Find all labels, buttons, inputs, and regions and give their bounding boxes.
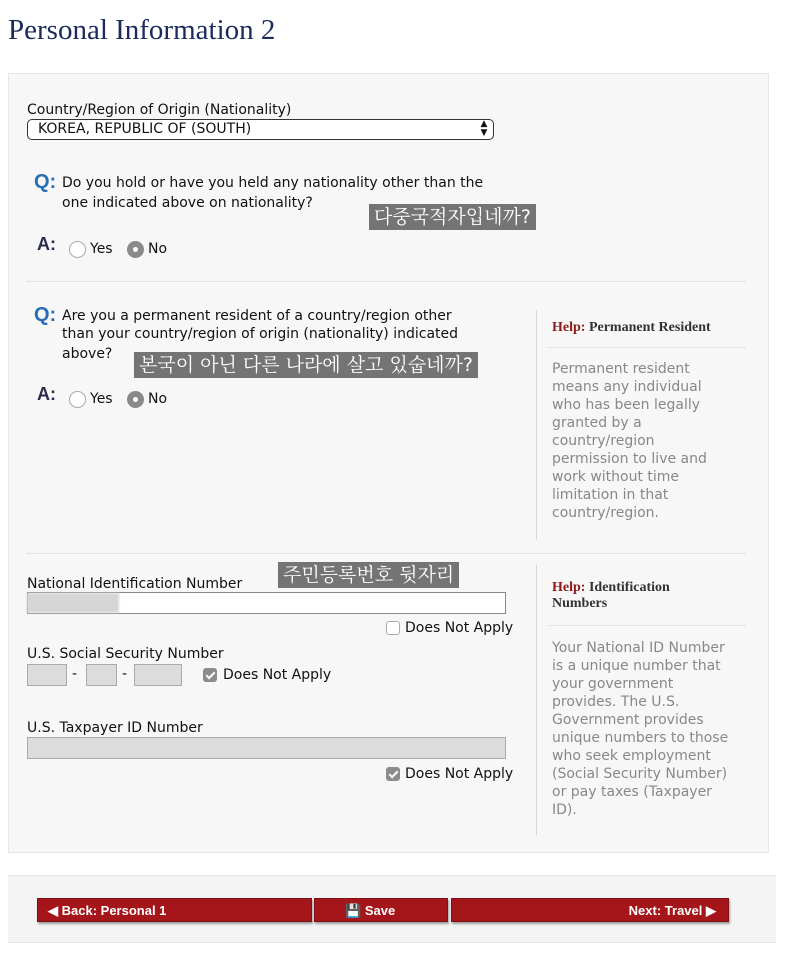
national-id-does-not-apply-checkbox[interactable] [386,621,400,635]
q2-question-line1: Are you a permanent resident of a country/region other [62,308,452,324]
page-title: Personal Information 2 [8,14,276,46]
next-arrow-icon: ▶ [706,903,716,918]
ssn-part3-input[interactable] [134,664,182,686]
save-icon: 💾 [345,903,362,918]
ssn-sep-1: - [72,666,78,682]
q1-a-marker: A: [37,234,56,254]
ssn-sep-2: - [122,666,128,682]
q1-yes-label: Yes [90,241,113,257]
national-id-does-not-apply-label: Does Not Apply [405,620,514,636]
ssn-part1-input[interactable] [27,664,67,686]
nationality-selected-value: KOREA, REPUBLIC OF (SOUTH) [38,121,252,137]
back-button-label: Back: Personal 1 [61,903,167,918]
q2-no-radio[interactable] [127,391,144,408]
q2-no-label: No [148,391,168,407]
q2-a-marker: A: [37,384,56,404]
section-divider-2 [27,553,745,554]
q1-no-label: No [148,241,168,257]
ssn-does-not-apply-label: Does Not Apply [223,667,332,683]
section-divider-1 [27,281,745,282]
ssn-does-not-apply-checkbox[interactable] [203,668,217,682]
select-arrows-icon: ▲ ▼ [480,119,488,138]
q2-question-line3: above? [62,346,113,362]
next-button-label: Next: Travel [628,903,703,918]
nationality-select[interactable] [27,119,494,140]
taxpayer-does-not-apply-checkbox[interactable] [386,767,400,781]
back-button[interactable] [37,898,312,922]
nationality-label: Country/Region of Origin (Nationality) [27,102,292,118]
help-divider-1 [536,310,537,540]
help-id-text: Your National ID Number is a unique number that your government provides. The U.S. Government provides unique numbers to those who seek employment (Social Security Number) or pay taxes (Taxpayer ID). [552,640,729,818]
q1-question-line2: one indicated above on nationality? [62,195,313,211]
q2-question-line2: than your country/region of origin (nationality) indicated [62,326,459,342]
q2-yes-radio[interactable] [69,391,86,408]
q2-yes-label: Yes [90,391,113,407]
national-id-annotation: 주민등록번호 뒷자리 [278,562,459,588]
next-button[interactable] [451,898,729,922]
help-permanent-title-divider [548,347,745,348]
q1-q-marker: Q: [34,171,57,193]
help-id-title-divider [548,625,745,626]
q1-yes-radio[interactable] [69,241,86,258]
q2-annotation: 본국이 아닌 다른 나라에 살고 있숩네까? [134,352,478,378]
ssn-label: U.S. Social Security Number [27,646,224,662]
national-id-label: National Identification Number [27,576,243,592]
ssn-part2-input[interactable] [86,664,117,686]
save-button-label: Save [364,903,396,918]
save-button[interactable] [314,898,448,922]
taxpayer-input[interactable] [27,737,506,759]
q1-annotation: 다중국적자입네까? [369,204,536,230]
redacted-value [27,593,119,613]
q1-no-radio[interactable] [127,241,144,258]
back-arrow-icon: ◀ [48,903,58,918]
q1-question-line1: Do you hold or have you held any nationality other than the [62,175,484,191]
help-permanent-text: Permanent resident means any individual who has been legally granted by a country/region permission to live and work without time limitation in that country/region. [552,361,707,521]
help-divider-2 [536,565,537,835]
taxpayer-label: U.S. Taxpayer ID Number [27,720,203,736]
help-permanent-title: Help: Permanent Resident [552,320,711,335]
help-id-title: Help: Identification Numbers [552,580,670,611]
q2-q-marker: Q: [34,304,57,326]
taxpayer-does-not-apply-label: Does Not Apply [405,766,514,782]
